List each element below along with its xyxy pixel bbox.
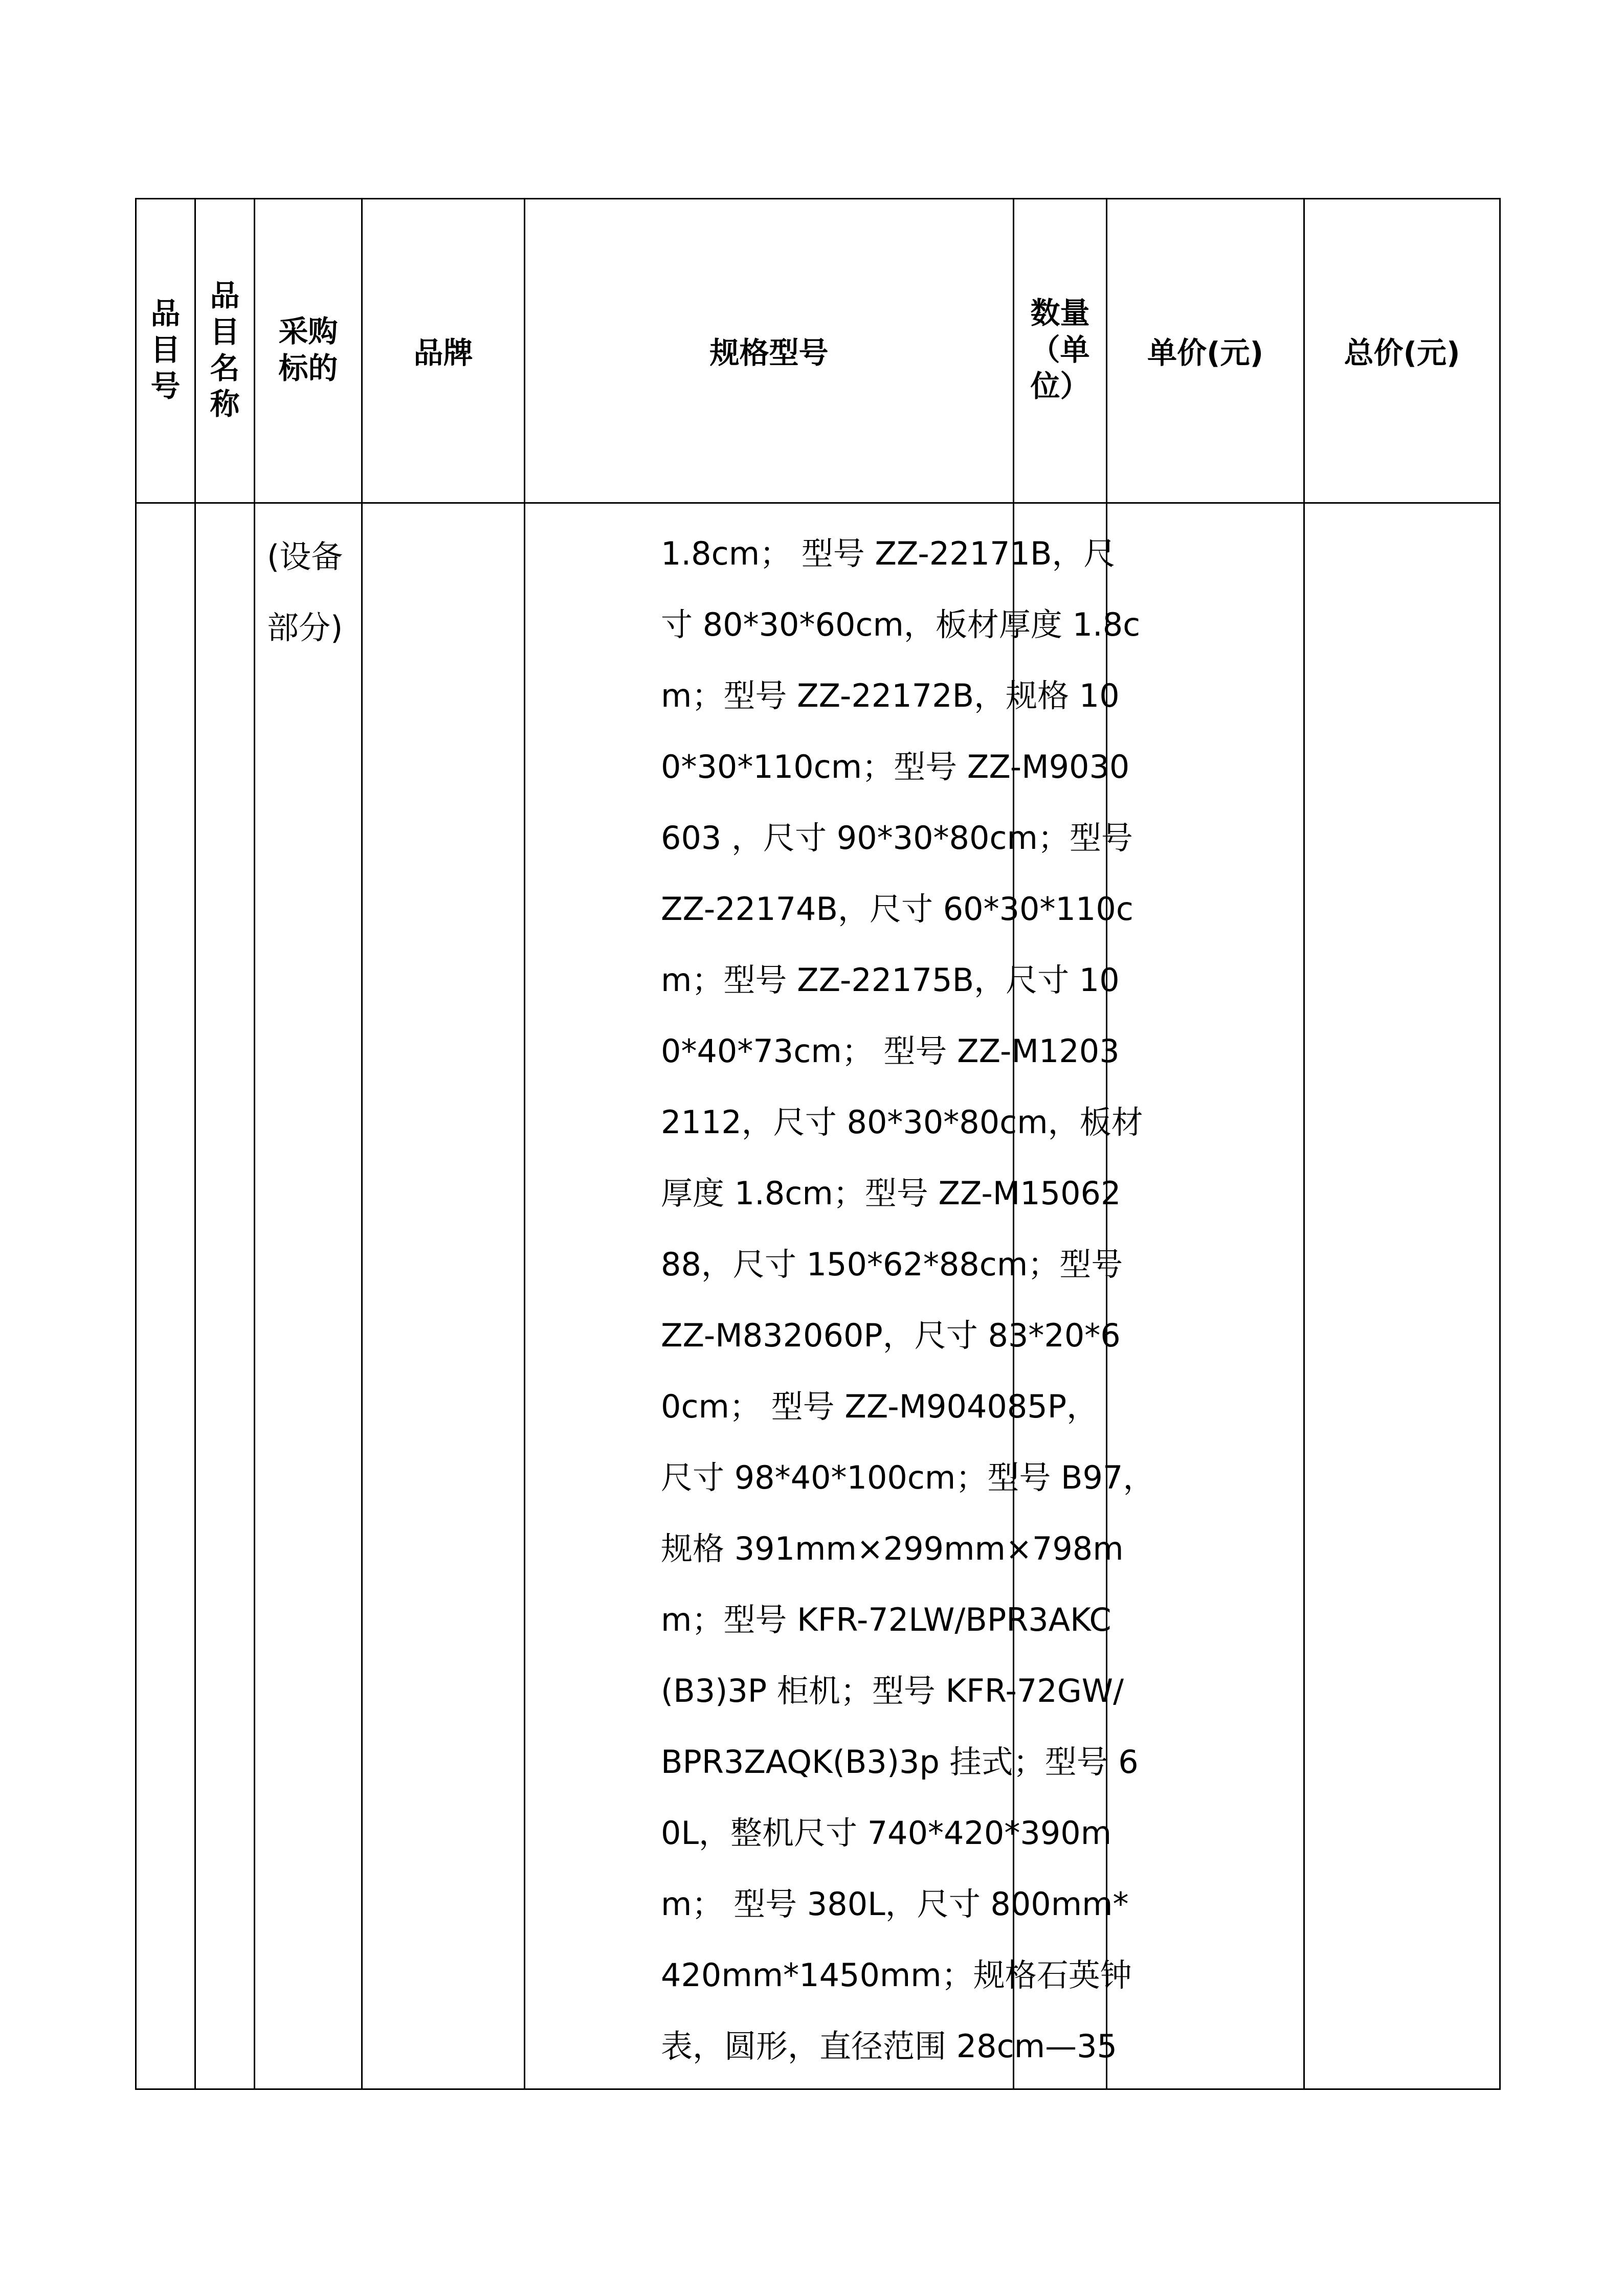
- header-quantity: [1013, 198, 1107, 502]
- spec-line: (B3)3P 柜机；型号 KFR-72GW/: [661, 1672, 1124, 1709]
- spec-line: 2112，尺寸 80*30*80cm，板材: [661, 1104, 1143, 1141]
- spec-line: 规格 391mm×299mm×798m: [661, 1530, 1124, 1567]
- procurement-target-line: 部分): [267, 609, 343, 646]
- header-spec-model: 规格型号: [709, 335, 829, 370]
- header-total-price: 总价(元): [1344, 335, 1460, 370]
- header-quantity-line: 位）: [1030, 369, 1090, 404]
- header-item-name: [194, 198, 255, 502]
- spec-line: m；型号 ZZ-22172B，规格 10: [661, 677, 1120, 714]
- header-unit-price: 单价(元): [1147, 335, 1264, 370]
- header-brand: 品牌: [413, 335, 473, 370]
- header-item-name-char: 目: [210, 314, 240, 349]
- header-item-no-char: 目: [150, 332, 181, 368]
- spec-line: ZZ-M832060P，尺寸 83*20*6: [661, 1317, 1121, 1354]
- header-procurement-target-line: 采购: [278, 313, 338, 349]
- spec-line: 603 ，尺寸 90*30*80cm；型号: [661, 819, 1133, 857]
- spec-line: 尺寸 98*40*100cm；型号 B97，: [661, 1459, 1155, 1496]
- header-item-no: [135, 198, 196, 502]
- spec-line: 厚度 1.8cm；型号 ZZ-M15062: [661, 1175, 1121, 1212]
- spec-line: 0*30*110cm；型号 ZZ-M9030: [661, 748, 1130, 785]
- spec-line: 88，尺寸 150*62*88cm；型号: [661, 1246, 1123, 1283]
- procurement-target-line: (设备: [267, 538, 343, 575]
- header-procurement-target: [254, 198, 363, 502]
- spec-line: 1.8cm； 型号 ZZ-22171B，尺: [661, 535, 1116, 572]
- spec-line: 420mm*1450mm；规格石英钟: [661, 1956, 1132, 1994]
- procurement-table: [135, 198, 1501, 2090]
- spec-line: m；型号 ZZ-22175B，尺寸 10: [661, 961, 1120, 999]
- header-bottom-border: [135, 502, 1501, 504]
- header-item-name-char: 品: [210, 278, 240, 313]
- header-item-name-char: 称: [210, 387, 240, 422]
- spec-line: ZZ-22174B，尺寸 60*30*110c: [661, 890, 1133, 928]
- spec-line: BPR3ZAQK(B3)3p 挂式；型号 6: [661, 1743, 1139, 1781]
- spec-line: 0*40*73cm； 型号 ZZ-M1203: [661, 1032, 1120, 1070]
- header-item-no-char: 号: [150, 368, 181, 403]
- table-bottom-border: [135, 2088, 1501, 2090]
- spec-line: 表，圆形，直径范围 28cm—35: [661, 2028, 1117, 2065]
- header-item-name-char: 名: [210, 350, 240, 386]
- header-procurement-target-line: 标的: [278, 350, 338, 386]
- header-quantity-line: 数量: [1030, 295, 1090, 330]
- cell-procurement-target: [267, 521, 369, 663]
- header-quantity-line: （单: [1030, 332, 1090, 367]
- spec-line: 0L，整机尺寸 740*420*390m: [661, 1814, 1112, 1852]
- cell-spec-model: [661, 518, 1154, 2082]
- header-item-no-char: 品: [150, 296, 181, 331]
- spec-line: m； 型号 380L，尺寸 800mm*: [661, 1885, 1129, 1923]
- spec-line: 寸 80*30*60cm，板材厚度 1.8c: [661, 606, 1141, 643]
- spec-line: 0cm； 型号 ZZ-M904085P，: [661, 1388, 1099, 1425]
- spec-line: m；型号 KFR-72LW/BPR3AKC: [661, 1601, 1111, 1638]
